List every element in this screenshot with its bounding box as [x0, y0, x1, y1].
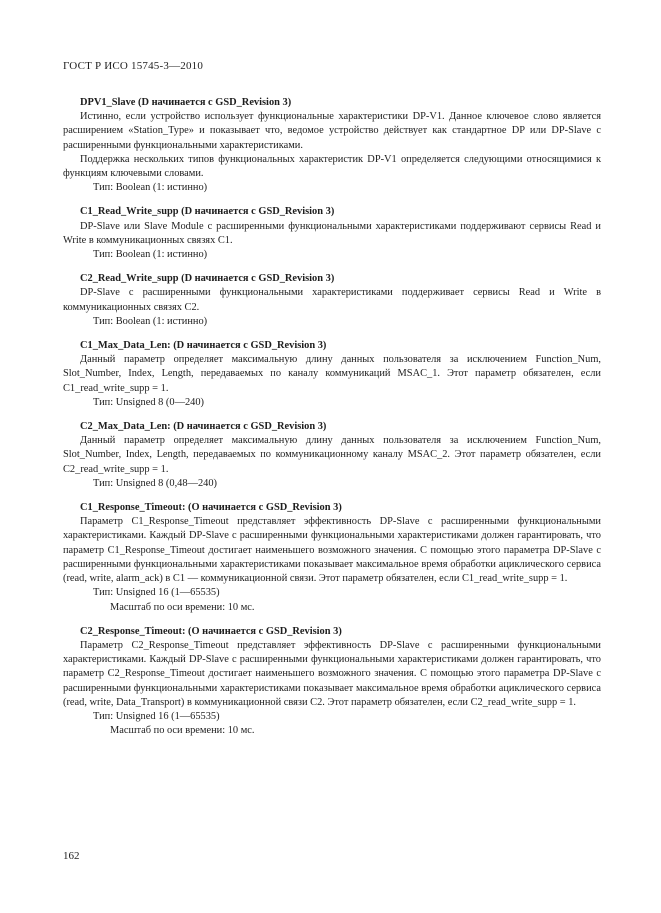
type-line: Тип: Unsigned 16 (1—65535) [93, 587, 220, 599]
scale-line: Масштаб по оси времени: 10 мс. [110, 601, 255, 613]
section-c1-read-write-supp [63, 205, 601, 262]
document-id: ГОСТ Р ИСО 15745-3—2010 [63, 60, 204, 72]
section-paragraph: Истинно, если устройство использует функциональные характеристики DP-V1. Данное ключевое слово является расширением «Station_Type» и показывает что, ведомое устройство действует как стандартное DP или DP-Slave с расширенными функциональными характеристиками. [63, 111, 601, 151]
type-line: Тип: Boolean (1: истинно) [93, 182, 208, 194]
section-heading: C1_Read_Write_supp (D начинается с GSD_Revision 3) [80, 206, 335, 218]
scale-line: Масштаб по оси времени: 10 мс. [110, 725, 255, 737]
type-line: Тип: Boolean (1: истинно) [93, 315, 208, 327]
section-dpv1-slave [63, 96, 601, 195]
section-heading: C1_Max_Data_Len: (D начинается с GSD_Revision 3) [80, 340, 327, 352]
section-c1-response-timeout [63, 501, 601, 615]
section-heading: C2_Response_Timeout: (O начинается с GSD_Revision 3) [80, 625, 342, 637]
section-paragraph: Данный параметр определяет максимальную длину данных пользователя за исключением Function_Num, Slot_Number, Index, Length, передаваемых по коммуникационному каналу MSAC_2. Этот параметр обязателен, если C2_read_write_supp = 1. [63, 435, 601, 475]
section-c1-max-data-len [63, 339, 601, 410]
section-heading: DPV1_Slave (D начинается с GSD_Revision 3) [80, 97, 292, 108]
section-heading: C2_Max_Data_Len: (D начинается с GSD_Revision 3) [80, 421, 327, 433]
page-number: 162 [63, 850, 80, 862]
section-paragraph: Параметр C1_Response_Timeout представляет эффективность DP-Slave с расширенными функциональными характеристиками. Каждый DP-Slave с расширенными функциональными характеристиками должен гарантировать, что параметр C1_Response_Timeout достигает наименьшего возможного значения. С помощью этого параметра DP-Slave с расширенными функциональными характеристиками показывает максимальное время обработки ациклического сервиса (read, write, alarm_ack) в C1 — коммуникационной связи. Этот параметр обязателен, если C1_read_write_supp = 1. [63, 516, 601, 585]
section-paragraph: Данный параметр определяет максимальную длину данных пользователя за исключением Function_Num, Slot_Number, Index, Length, передаваемых по каналу коммуникаций MSAC_1. Этот параметр обязателен, если C1_read_write_supp = 1. [63, 354, 601, 394]
section-paragraph: Параметр C2_Response_Timeout представляет эффективность DP-Slave с расширенными функциональными характеристиками. Каждый DP-Slave с расширенными функциональными характеристиками должен гарантировать, что параметр C2_Response_Timeout достигает наименьшего возможного значения. С помощью этого параметра DP-Slave с расширенными функциональными характеристиками показывает максимальное время обработки ациклического сервиса (read, write, Data_Transport) в коммуникационной связи C2. Этот параметр обязателен, если C2_read_write_supp = 1. [63, 639, 601, 708]
type-line: Тип: Unsigned 16 (1—65535) [93, 710, 220, 722]
document-body [63, 96, 601, 738]
section-c2-max-data-len [63, 420, 601, 491]
section-heading: C1_Response_Timeout: (O начинается с GSD_Revision 3) [80, 502, 342, 514]
section-c2-response-timeout [63, 625, 601, 739]
section-paragraph: Поддержка нескольких типов функциональных характеристик DP-V1 определяется следующими относящимися к функциям ключевыми словами. [63, 153, 601, 180]
type-line: Тип: Unsigned 8 (0—240) [93, 396, 205, 408]
section-paragraph: DP-Slave или Slave Module с расширенными функциональными характеристиками поддерживают сервисы Read и Write в коммуникационных связях C1. [63, 220, 601, 246]
type-line: Тип: Unsigned 8 (0,48—240) [93, 477, 217, 489]
section-heading: C2_Read_Write_supp (D начинается с GSD_Revision 3) [80, 273, 335, 285]
section-c2-read-write-supp [63, 272, 601, 329]
type-line: Тип: Boolean (1: истинно) [93, 249, 208, 261]
section-paragraph: DP-Slave с расширенными функциональными характеристиками поддерживает сервисы Read и Write в коммуникационных связях C2. [63, 287, 601, 313]
